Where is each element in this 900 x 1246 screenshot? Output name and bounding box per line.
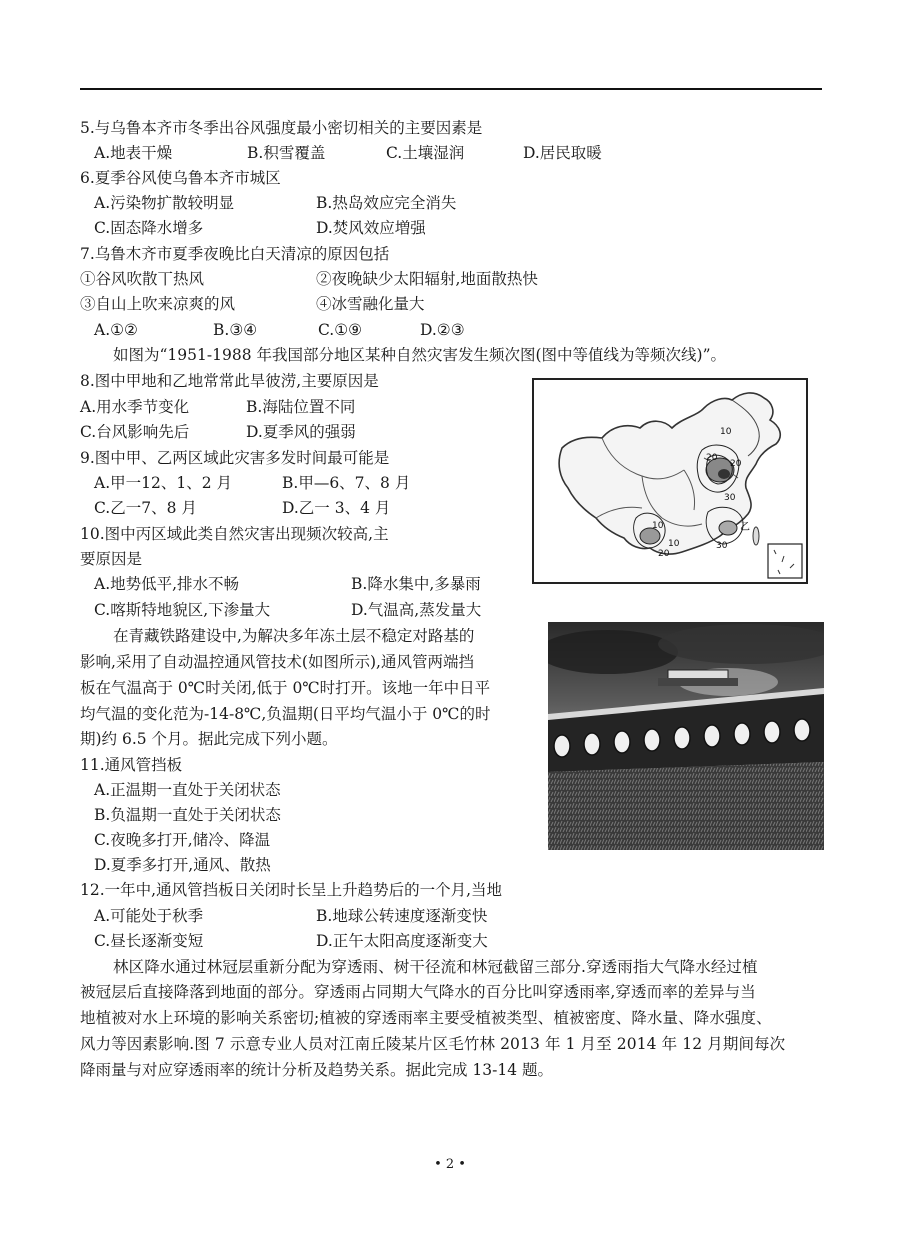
map-label: 乙 xyxy=(740,522,750,533)
q11-option-a: A.正温期一直处于关闭状态 xyxy=(94,781,281,799)
q6-option-d: D.焚风效应増强 xyxy=(316,219,426,237)
q7-stem: 7.乌鲁木齐市夏季夜晚比白天清凉的原因包括 xyxy=(80,245,390,263)
china-disaster-frequency-map xyxy=(532,378,808,584)
forest-intro-line3: 地植被对水上环境的影响关系密切;植被的穿透雨率主要受植被类型、植被密度、降水量、降水强度、 xyxy=(80,1009,772,1027)
q9-option-a: A.甲一12、1、2 月 xyxy=(94,474,232,492)
forest-intro-line2: 被冠层后直接降落到地面的部分。穿透雨占同期大气降水的百分比叫穿透雨率,穿透而率的差异与当 xyxy=(80,983,756,1001)
page-number: • 2 • xyxy=(434,1157,466,1172)
rail-intro-line3: 板在气温高于 0℃时关闭,低于 0℃时打开。该地一年中日平 xyxy=(80,679,491,697)
q10-option-d: D.气温高,蒸发量大 xyxy=(351,601,482,619)
q6-option-c: C.固态降水增多 xyxy=(94,219,204,237)
q9-option-d: D.乙一 3、4 月 xyxy=(282,499,391,517)
q11-option-c: C.夜晚多打开,储冷、降温 xyxy=(94,831,271,849)
forest-intro-line4: 风力等因素影响.图 7 示意专业人员对江南丘陵某片区毛竹林 2013 年 1 月至 2014 年 12 月期间每次 xyxy=(80,1035,786,1053)
map-label: 20 xyxy=(658,549,670,559)
q5-stem: 5.与乌鲁本齐市冬季出谷风强度最小密切相关的主要因素是 xyxy=(80,119,483,137)
q6-option-a: A.污染物扩散较明显 xyxy=(94,194,235,212)
q10-stem-line2: 要原因是 xyxy=(80,550,143,568)
rail-intro-line1: 在青藏铁路建设中,为解决多年冻土层不稳定对路基的 xyxy=(113,627,475,645)
q7-statement-1: ①谷风吹散丅热风 xyxy=(80,270,205,288)
q6-option-b: B.热岛效应完全消失 xyxy=(316,194,457,212)
q9-option-b: B.甲—6、7、8 月 xyxy=(282,474,411,492)
q10-option-a: A.地势低平,排水不畅 xyxy=(94,575,240,593)
q5-option-c: C.土壤湿润 xyxy=(386,144,465,162)
map-label: 30 xyxy=(716,541,728,551)
q12-option-b: B.地球公转速度逐渐变快 xyxy=(316,907,488,925)
map-label: 30 xyxy=(724,493,736,503)
railway-ventilation-photo xyxy=(548,622,824,850)
q12-option-d: D.正午太阳高度逐渐变大 xyxy=(316,932,488,950)
q9-stem: 9.图中甲、乙两区域此灾害多发时间最可能是 xyxy=(80,449,390,467)
q11-stem: 11.通风管挡板 xyxy=(80,756,183,774)
forest-intro-line1: 林区降水通过林冠层重新分配为穿透雨、树干径流和林冠截留三部分.穿透雨指大气降水经过植 xyxy=(113,958,758,976)
map-label: 20 xyxy=(730,459,742,469)
q5-option-b: B.积雪覆盖 xyxy=(247,144,326,162)
map-label: 20 xyxy=(706,453,718,463)
q7-statement-2: ②夜晚缺少太阳辐射,地面散热快 xyxy=(316,270,538,288)
q12-option-a: A.可能处于秋季 xyxy=(94,907,204,925)
q6-stem: 6.夏季谷风使乌鲁本齐市城区 xyxy=(80,169,281,187)
q8-option-d: D.夏季风的强弱 xyxy=(246,423,356,441)
q11-option-b: B.负温期一直处于关闭状态 xyxy=(94,806,281,824)
q8-option-b: B.海陆位置不同 xyxy=(246,398,356,416)
rail-intro-line5: 期)约 6.5 个月。据此完成下列小题。 xyxy=(80,730,338,748)
map-label: 10 xyxy=(668,539,680,549)
q12-stem: 12.一年中,通风管挡板日关闭时长呈上升趋势后的一个月,当地 xyxy=(80,881,503,899)
q7-option-a: A.①② xyxy=(94,321,138,339)
q10-option-c: C.喀斯特地貌区,下渗量大 xyxy=(94,601,271,619)
map-intro: 如图为“1951-1988 年我国部分地区某种自然灾害发生频次图(图中等值线为等频次线)”。 xyxy=(113,346,727,364)
q5-option-d: D.居民取暖 xyxy=(523,144,602,162)
q12-option-c: C.昼长逐渐变短 xyxy=(94,932,204,950)
q8-option-a: A.用水季节变化 xyxy=(80,398,190,416)
rail-intro-line4: 均气温的变化范为-14-8℃,负温期(日平均气温小于 0℃的时 xyxy=(80,705,491,723)
q7-option-d: D.②③ xyxy=(420,321,465,339)
map-label: 10 xyxy=(652,521,664,531)
header-rule xyxy=(80,88,822,90)
q11-option-d: D.夏季多打开,通风、散热 xyxy=(94,856,271,874)
map-label: 10 xyxy=(720,427,732,437)
q9-option-c: C.乙一7、8 月 xyxy=(94,499,197,517)
forest-intro-line5: 降雨量与对应穿透雨率的统计分析及趋势关系。据此完成 13-14 题。 xyxy=(80,1061,554,1079)
q7-statement-3: ③自山上吹来凉爽的风 xyxy=(80,295,236,313)
rail-intro-line2: 影响,采用了自动温控通风管技术(如图所示),通风管两端挡 xyxy=(80,653,474,671)
q10-stem-line1: 10.图中丙区域此类自然灾害出现频次较高,主 xyxy=(80,525,389,543)
q7-option-b: B.③④ xyxy=(213,321,258,339)
q5-option-a: A.地表干燥 xyxy=(94,144,173,162)
q10-option-b: B.降水集中,多暴雨 xyxy=(351,575,481,593)
q7-option-c: C.①⑨ xyxy=(318,321,363,339)
q7-statement-4: ④冰雪融化量大 xyxy=(316,295,425,313)
q8-option-c: C.台风影响先后 xyxy=(80,423,190,441)
q8-stem: 8.图中甲地和乙地常常此旱彼涝,主要原因是 xyxy=(80,372,379,390)
